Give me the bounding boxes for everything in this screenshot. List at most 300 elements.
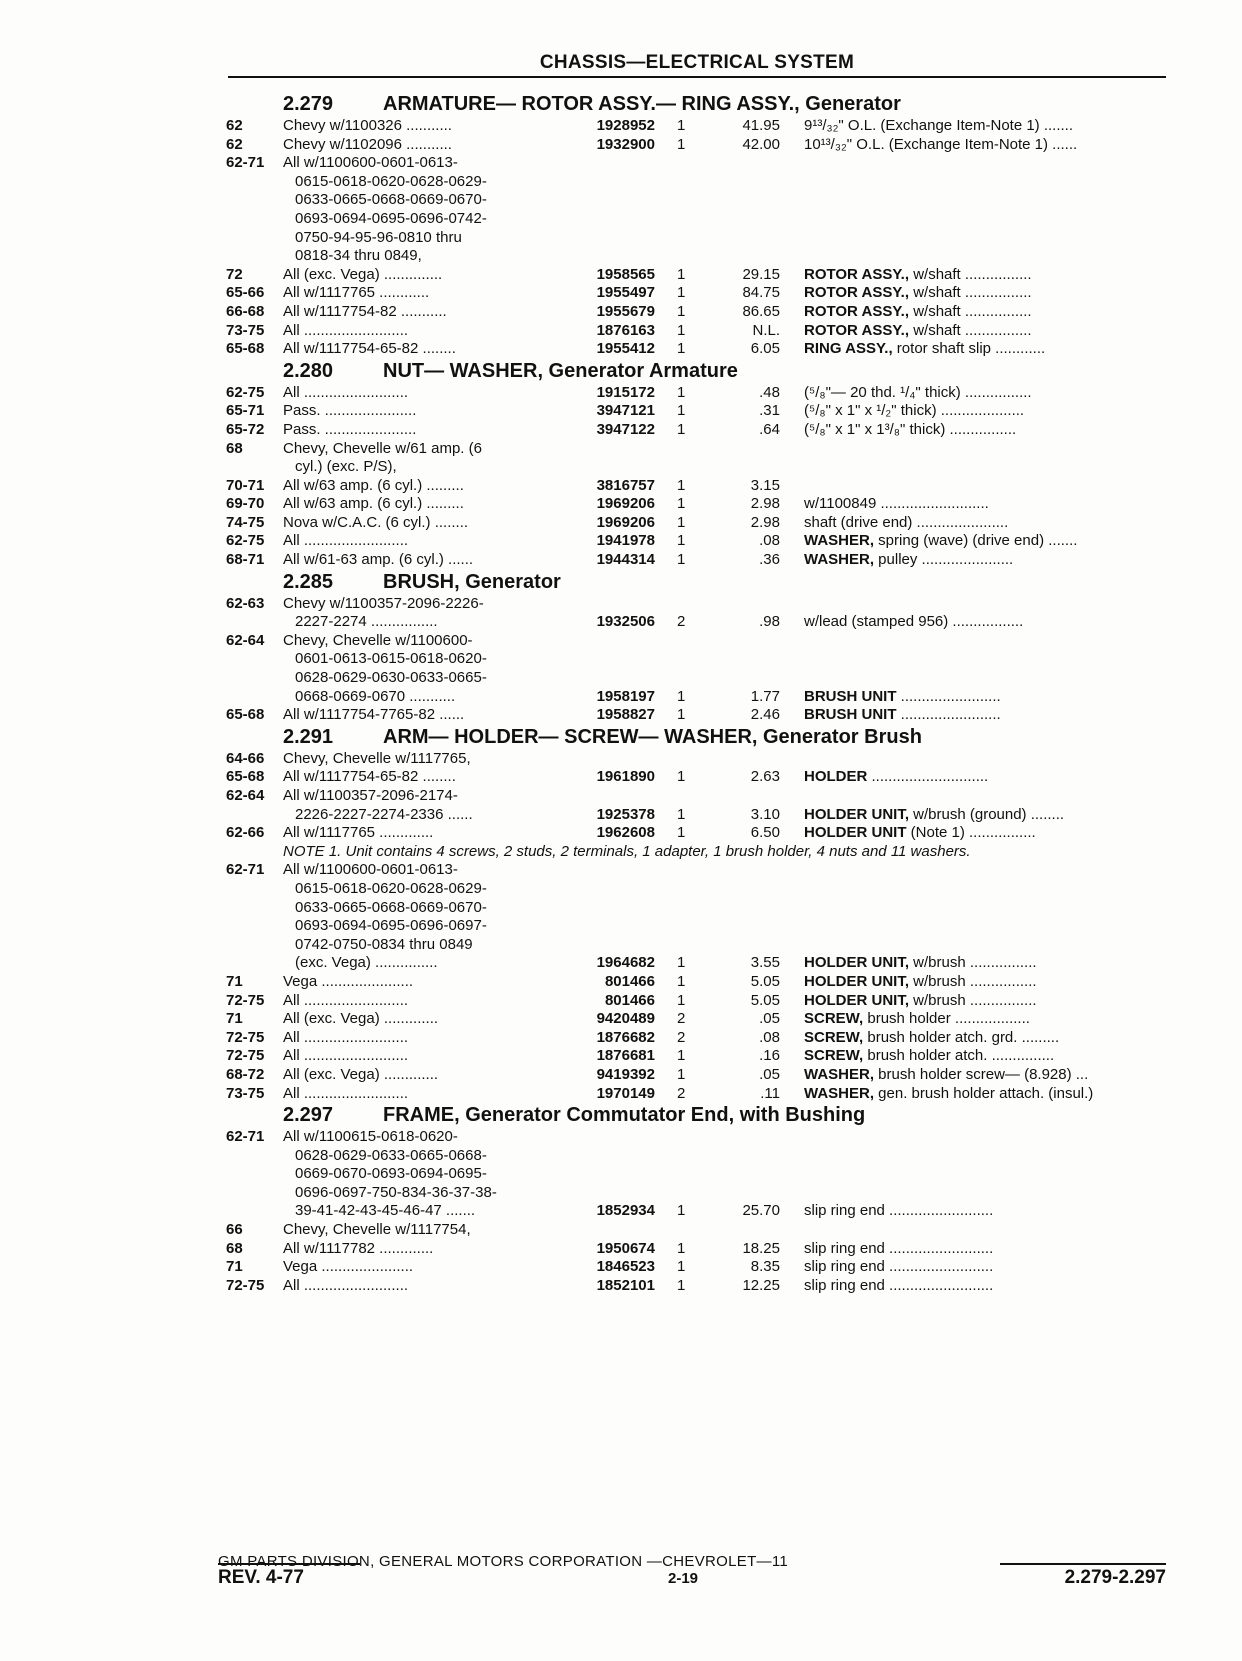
description-text: (⁵/₈" x 1" x 1³/₈" thick) ................ [804, 420, 1017, 438]
description [780, 1277, 1186, 1296]
table-row [226, 210, 1168, 229]
table-row [226, 650, 1168, 669]
table-row [226, 1128, 1168, 1147]
table-row [226, 1085, 1168, 1104]
quantity [655, 595, 711, 614]
section-number: 2.291 [283, 725, 334, 748]
table-row [226, 1029, 1168, 1048]
description-text: w/brush (ground) ........ [909, 805, 1065, 823]
description-bold: HOLDER UNIT, [804, 991, 909, 1009]
quantity [655, 899, 711, 918]
quantity: 1 [677, 972, 686, 990]
price [711, 650, 780, 669]
model-years: 62 [226, 117, 243, 134]
table-row [226, 824, 1168, 843]
description [780, 1221, 1186, 1240]
application: 0693-0694-0695-0696-0742- [295, 209, 487, 227]
table-row [226, 880, 1168, 899]
part-number: 1925378 [596, 805, 655, 823]
description-text: gen. brush holder attach. (insul.) [874, 1084, 1094, 1102]
model-years [226, 613, 283, 632]
description-bold: ROTOR ASSY., [804, 321, 910, 339]
application: Chevy, Chevelle w/1117765, [283, 749, 471, 767]
quantity [655, 650, 711, 669]
price: .05 [759, 1010, 780, 1028]
model-years: 66-68 [226, 302, 265, 320]
part-number: 1932506 [596, 613, 655, 631]
description-text: slip ring end ......................... [804, 1239, 994, 1257]
part-number: 1876681 [596, 1047, 655, 1065]
quantity [655, 154, 711, 173]
description [780, 340, 1186, 359]
table-row [226, 806, 1168, 825]
table-row [226, 421, 1168, 440]
model-years: 62-75 [226, 383, 265, 401]
price: .36 [759, 551, 780, 569]
application: All ......................... [283, 383, 409, 401]
price: 2.98 [750, 495, 780, 513]
application: All w/1117754-7765-82 ...... [283, 706, 465, 724]
quantity: 1 [677, 551, 686, 569]
section-number: 2.279 [283, 93, 334, 115]
description-text: w/lead (stamped 956) ................. [804, 613, 1024, 631]
table-row [226, 532, 1168, 551]
model-years [226, 1147, 283, 1166]
model-years: 68-71 [226, 551, 265, 569]
price: 12.25 [742, 1276, 780, 1294]
quantity [655, 247, 711, 266]
application: Nova w/C.A.C. (6 cyl.) ........ [283, 513, 469, 531]
model-years: 65-68 [226, 768, 265, 786]
application: 2226-2227-2274-2336 ...... [295, 805, 473, 823]
application: 0615-0618-0620-0628-0629- [295, 879, 487, 897]
description [780, 806, 1186, 825]
price [711, 1165, 780, 1184]
table-row [226, 1010, 1168, 1029]
quantity: 1 [677, 117, 686, 134]
description-text: ............................ [867, 768, 989, 786]
part-number [575, 173, 655, 192]
table-row [226, 1277, 1168, 1296]
part-number: 1970149 [596, 1084, 655, 1102]
price: 2.63 [750, 768, 780, 786]
table-row [226, 440, 1168, 459]
description-text: (⁵/₈"— 20 thd. ¹/₄" thick) ................ [804, 383, 1032, 401]
description-text: brush holder screw— (8.928) ... [874, 1065, 1089, 1083]
table-row [226, 936, 1168, 955]
model-years [226, 669, 283, 688]
catalog-section [226, 725, 1168, 1103]
application: (exc. Vega) ............... [295, 954, 438, 972]
quantity [655, 1221, 711, 1240]
table-row [226, 402, 1168, 421]
part-number [575, 750, 655, 769]
price [711, 247, 780, 266]
model-years: 62-71 [226, 154, 265, 172]
part-number: 3947121 [596, 402, 655, 420]
description-bold: WASHER, [804, 532, 875, 550]
description [780, 1165, 1186, 1184]
part-number: 1941978 [596, 532, 655, 550]
description [780, 632, 1186, 651]
model-years [226, 1165, 283, 1184]
application: 0696-0697-750-834-36-37-38- [295, 1183, 497, 1201]
description [780, 880, 1186, 899]
description-text: 9¹³/₃₂" O.L. (Exchange Item-Note 1) ....... [804, 117, 1074, 134]
application: Chevy w/1102096 ........... [283, 135, 452, 153]
application: Pass. ...................... [283, 420, 417, 438]
table-row [226, 1047, 1168, 1066]
model-years [226, 880, 283, 899]
table-row [226, 688, 1168, 707]
application: 0633-0665-0668-0669-0670- [295, 898, 487, 916]
price [711, 632, 780, 651]
application: All ......................... [283, 532, 409, 550]
application: 0818-34 thru 0849, [295, 247, 422, 265]
model-years: 73-75 [226, 1084, 265, 1102]
model-years: 69-70 [226, 495, 265, 513]
description [780, 247, 1186, 266]
table-row [226, 514, 1168, 533]
description [780, 899, 1186, 918]
model-years: 72 [226, 265, 243, 283]
application: Vega ...................... [283, 1258, 414, 1276]
quantity [655, 1147, 711, 1166]
description [780, 1128, 1186, 1147]
quantity [655, 458, 711, 477]
description [780, 495, 1186, 514]
application: All w/1117754-82 ........... [283, 302, 447, 320]
table-row [226, 992, 1168, 1011]
description [780, 229, 1186, 248]
description [780, 421, 1186, 440]
quantity: 1 [677, 954, 686, 972]
part-number: 1955497 [596, 284, 655, 302]
model-years: 71 [226, 1010, 243, 1028]
table-row [226, 191, 1168, 210]
price: .16 [759, 1047, 780, 1065]
table-row [226, 458, 1168, 477]
part-number [575, 1147, 655, 1166]
part-number: 1969206 [596, 513, 655, 531]
description [780, 173, 1186, 192]
description-text: 10¹³/₃₂" O.L. (Exchange Item-Note 1) ...... [804, 135, 1078, 153]
description [780, 303, 1186, 322]
quantity: 1 [677, 340, 686, 358]
quantity: 1 [677, 135, 686, 153]
table-row [226, 954, 1168, 973]
price [711, 899, 780, 918]
quantity: 1 [677, 284, 686, 302]
price: 2.98 [750, 513, 780, 531]
description-text: ........................ [896, 687, 1001, 705]
description [780, 787, 1186, 806]
description [780, 1202, 1186, 1221]
part-number: 1958827 [596, 706, 655, 724]
part-number: 1876682 [596, 1028, 655, 1046]
model-years [226, 1202, 283, 1221]
model-years: 68 [226, 1239, 243, 1257]
table-row [226, 495, 1168, 514]
quantity: 1 [677, 265, 686, 283]
quantity: 1 [677, 824, 686, 842]
part-number: 801466 [604, 991, 655, 1009]
section-number: 2.280 [283, 359, 334, 382]
quantity: 1 [677, 383, 686, 401]
price: 25.70 [742, 1202, 780, 1220]
catalog-section [226, 1103, 1168, 1295]
quantity [655, 440, 711, 459]
quantity: 1 [677, 495, 686, 513]
quantity: 1 [677, 768, 686, 786]
description [780, 532, 1186, 551]
model-years [226, 1184, 283, 1203]
section-heading [226, 359, 1168, 384]
revision-label: REV. 4-77 [218, 1567, 304, 1588]
model-years: 65-72 [226, 420, 265, 438]
price: 3.15 [750, 476, 780, 494]
table-row [226, 1221, 1168, 1240]
quantity: 2 [677, 1010, 686, 1028]
price [711, 173, 780, 192]
model-years [226, 688, 283, 707]
part-number: 1964682 [596, 954, 655, 972]
application: 2227-2274 ................ [295, 613, 438, 631]
quantity: 1 [677, 321, 686, 339]
model-years [226, 954, 283, 973]
model-years: 65-68 [226, 340, 265, 358]
price [711, 1221, 780, 1240]
price: .05 [759, 1065, 780, 1083]
description-text: slip ring end ......................... [804, 1258, 994, 1276]
description [780, 954, 1186, 973]
model-years: 65-66 [226, 284, 265, 302]
model-years: 62-63 [226, 594, 265, 612]
description [780, 917, 1186, 936]
section-title: ARM— HOLDER— SCREW— WASHER, Generator Brush [383, 725, 922, 748]
description-text: spring (wave) (drive end) ....... [874, 532, 1078, 550]
description [780, 1240, 1186, 1259]
price: .48 [759, 383, 780, 401]
description-bold: BRUSH UNIT [804, 706, 897, 724]
application: 0668-0669-0670 ........... [295, 687, 456, 705]
price [711, 787, 780, 806]
description-text: (⁵/₈" x 1" x ¹/₂" thick) .................... [804, 402, 1025, 420]
table-row [226, 117, 1168, 136]
description-text: (Note 1) ................ [906, 824, 1036, 842]
description-text: w/shaft ................ [909, 265, 1032, 283]
part-number: 1852934 [596, 1202, 655, 1220]
model-years: 74-75 [226, 513, 265, 531]
model-years: 71 [226, 1258, 243, 1276]
footer-publisher: GM PARTS DIVISION, GENERAL MOTORS CORPORATION —CHEVROLET—11 [218, 1553, 789, 1570]
table-row [226, 1258, 1168, 1277]
price [711, 595, 780, 614]
price [711, 210, 780, 229]
application: All w/63 amp. (6 cyl.) ......... [283, 495, 464, 513]
model-years: 72-75 [226, 991, 265, 1009]
model-years: 68 [226, 439, 243, 457]
description-bold: RING ASSY., [804, 340, 893, 358]
model-years [226, 917, 283, 936]
table-row [226, 899, 1168, 918]
section-title: BRUSH, Generator [383, 570, 561, 593]
table-row [226, 669, 1168, 688]
description-text: pulley ...................... [874, 551, 1014, 569]
application: All w/1117765 ............ [283, 284, 430, 302]
model-years: 70-71 [226, 476, 265, 494]
table-row [226, 1240, 1168, 1259]
description-bold: WASHER, [804, 1065, 875, 1083]
quantity: 1 [677, 1276, 686, 1294]
description [780, 688, 1186, 707]
quantity: 2 [677, 1084, 686, 1102]
description-bold: HOLDER UNIT, [804, 972, 909, 990]
part-number [575, 917, 655, 936]
model-years: 65-71 [226, 402, 265, 420]
part-number: 3947122 [596, 420, 655, 438]
price: 8.35 [750, 1258, 780, 1276]
price: 84.75 [742, 284, 780, 302]
model-years: 62 [226, 135, 243, 153]
table-row [226, 384, 1168, 403]
description-text: brush holder atch. grd. ......... [863, 1028, 1060, 1046]
description [780, 1085, 1186, 1104]
part-number [575, 632, 655, 651]
table-row [226, 917, 1168, 936]
application: All (exc. Vega) ............. [283, 1065, 439, 1083]
part-number [575, 440, 655, 459]
table-row [226, 136, 1168, 155]
table-row [226, 322, 1168, 341]
quantity: 1 [677, 1258, 686, 1276]
quantity [655, 1165, 711, 1184]
price: .64 [759, 420, 780, 438]
part-number: 1955412 [596, 340, 655, 358]
description [780, 973, 1186, 992]
description-text: shaft (drive end) ...................... [804, 513, 1009, 531]
description-bold: HOLDER UNIT, [804, 805, 909, 823]
application: 0742-0750-0834 thru 0849 [295, 935, 473, 953]
table-row [226, 632, 1168, 651]
price: 86.65 [742, 302, 780, 320]
application: All w/1117782 ............. [283, 1239, 434, 1257]
price [711, 1128, 780, 1147]
description [780, 136, 1186, 155]
description-bold: SCREW, [804, 1028, 864, 1046]
price: .08 [759, 1028, 780, 1046]
catalog-section [226, 359, 1168, 570]
application: Pass. ...................... [283, 402, 417, 420]
model-years [226, 191, 283, 210]
part-number: 1969206 [596, 495, 655, 513]
application: Chevy w/1100357-2096-2226- [283, 594, 484, 612]
part-number [575, 1184, 655, 1203]
table-row [226, 861, 1168, 880]
footer-rule-right [1000, 1563, 1166, 1565]
part-number [575, 669, 655, 688]
part-number: 3816757 [596, 476, 655, 494]
application: 39-41-42-43-45-46-47 ....... [295, 1202, 476, 1220]
quantity [655, 1128, 711, 1147]
description-bold: HOLDER UNIT, [804, 954, 909, 972]
price [711, 229, 780, 248]
table-row [226, 303, 1168, 322]
part-number [575, 880, 655, 899]
table-row [226, 1066, 1168, 1085]
part-number: 9419392 [596, 1065, 655, 1083]
model-years: 66 [226, 1221, 243, 1239]
application: 0750-94-95-96-0810 thru [295, 228, 462, 246]
application: 0669-0670-0693-0694-0695- [295, 1165, 487, 1183]
description [780, 551, 1186, 570]
description [780, 210, 1186, 229]
table-row [226, 340, 1168, 359]
model-years: 72-75 [226, 1028, 265, 1046]
model-years: 62-71 [226, 1128, 265, 1146]
quantity: 1 [677, 1047, 686, 1065]
application: All w/63 amp. (6 cyl.) ......... [283, 476, 464, 494]
quantity: 1 [677, 532, 686, 550]
table-row [226, 477, 1168, 496]
part-number: 1955679 [596, 302, 655, 320]
model-years [226, 458, 283, 477]
application: All w/1117765 ............. [283, 824, 434, 842]
model-years: 62-75 [226, 532, 265, 550]
catalog-section [226, 92, 1168, 359]
application: 0693-0694-0695-0696-0697- [295, 917, 487, 935]
section-number: 2.285 [283, 570, 334, 593]
application: cyl.) (exc. P/S), [295, 458, 397, 476]
description [780, 191, 1186, 210]
section-title: ARMATURE— ROTOR ASSY.— RING ASSY., Generator [383, 93, 901, 115]
model-years [226, 899, 283, 918]
description-bold: WASHER, [804, 551, 875, 569]
part-number: 1958197 [596, 687, 655, 705]
section-number: 2.297 [283, 1104, 334, 1127]
part-number: 9420489 [596, 1010, 655, 1028]
price: 6.50 [750, 824, 780, 842]
description [780, 514, 1186, 533]
description [780, 613, 1186, 632]
price: 41.95 [742, 117, 780, 134]
quantity [655, 1184, 711, 1203]
table-row [226, 266, 1168, 285]
model-years: 62-64 [226, 631, 265, 649]
catalog-section [226, 570, 1168, 725]
model-years: 72-75 [226, 1047, 265, 1065]
quantity: 1 [677, 420, 686, 438]
part-number: 1852101 [596, 1276, 655, 1294]
quantity [655, 750, 711, 769]
price [711, 917, 780, 936]
model-years [226, 936, 283, 955]
description [780, 477, 1186, 496]
application: 0601-0613-0615-0618-0620- [295, 650, 487, 668]
table-row [226, 787, 1168, 806]
model-years: 68-72 [226, 1065, 265, 1083]
model-years [226, 650, 283, 669]
model-years: 73-75 [226, 321, 265, 339]
section-heading [226, 92, 1168, 117]
description [780, 750, 1186, 769]
quantity: 1 [677, 513, 686, 531]
application: All (exc. Vega) .............. [283, 265, 443, 283]
price: 18.25 [742, 1239, 780, 1257]
description [780, 154, 1186, 173]
description-bold: BRUSH UNIT [804, 687, 897, 705]
description-text: w/1100849 .......................... [804, 495, 989, 513]
